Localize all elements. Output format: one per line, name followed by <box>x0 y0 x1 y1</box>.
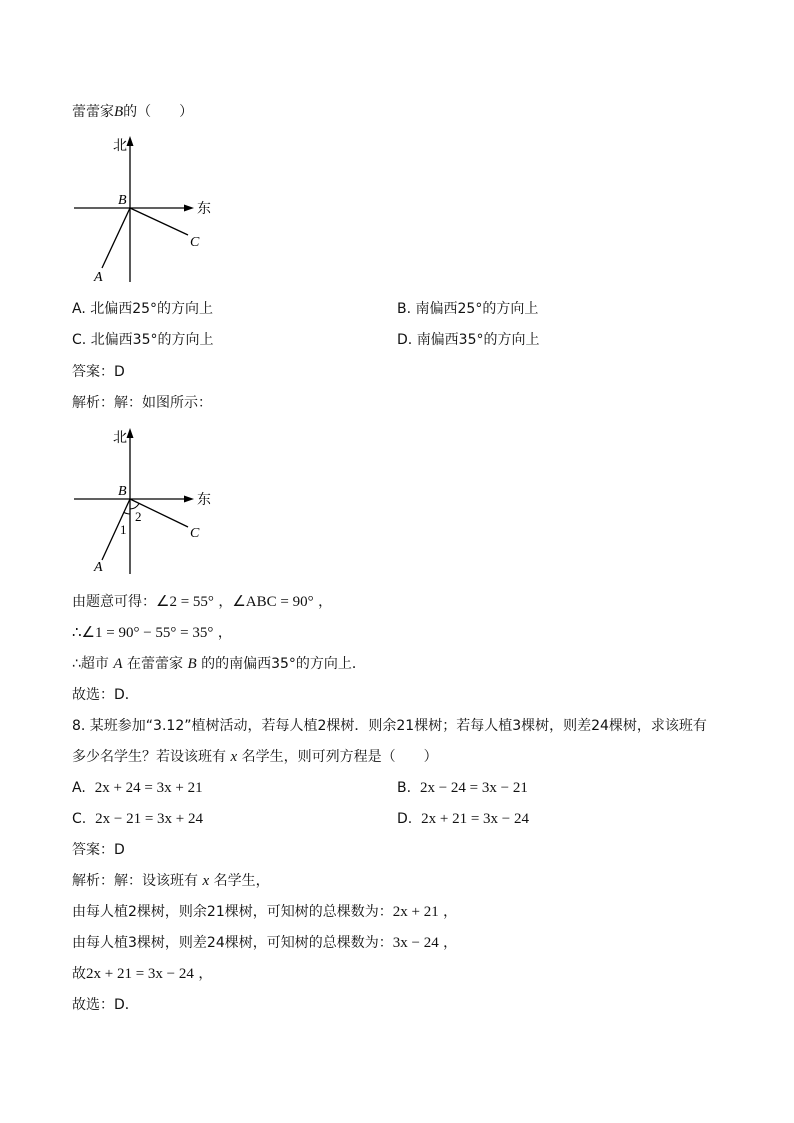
q7-option-b <box>397 299 538 319</box>
text: 由每人植3棵树，则差24棵树，可知树的总棵数为： <box>72 935 393 951</box>
text: ， <box>443 904 458 920</box>
q8-option-c <box>72 809 203 829</box>
q7-option-d <box>397 330 540 350</box>
text: ， <box>198 966 213 982</box>
q7-choose: 故选：D． <box>72 687 139 703</box>
option-letter: A. <box>72 780 86 796</box>
text: 在蕾蕾家 <box>127 656 183 672</box>
point-a-label: A <box>94 270 103 285</box>
option-letter: D. <box>397 332 413 348</box>
text: 由每人植2棵树，则余21棵树，可知树的总棵数为： <box>72 904 393 920</box>
q8-option-d <box>397 809 529 829</box>
q7-solution-figure <box>66 424 226 579</box>
q7-stem-tail <box>72 102 193 122</box>
q8-stem-line-2 <box>72 747 438 767</box>
q8-option-a <box>72 778 203 798</box>
north-arrowhead <box>127 136 134 146</box>
east-arrowhead <box>184 496 194 503</box>
math-var: B <box>187 656 197 672</box>
angle-1-label: 1 <box>120 522 127 537</box>
option-letter: A. <box>72 301 86 317</box>
q7-stem-var: B <box>114 104 124 120</box>
option-letter: C. <box>72 811 87 827</box>
q8-solution-line-1 <box>72 902 457 922</box>
option-letter: D. <box>397 811 413 827</box>
point-b-label: B <box>118 193 127 208</box>
q7-solution-line-1 <box>72 592 332 612</box>
text: 名学生， <box>213 873 270 889</box>
text: 解析：解：设该班有 <box>72 873 198 889</box>
point-b-label: B <box>118 484 127 499</box>
ray-ba <box>102 208 130 268</box>
q7-solution-line-3 <box>72 654 366 674</box>
math-var: x <box>202 873 210 889</box>
math-expression: ∠2 = 55° <box>156 594 214 610</box>
math-var: A <box>113 656 123 672</box>
q7-solution-line-2 <box>72 623 232 643</box>
math-expression: ∴∠1 = 90° − 55° = 35° <box>72 625 214 641</box>
text: ， <box>443 935 458 951</box>
q8-choose: 故选：D． <box>72 997 139 1013</box>
text: ∴超市 <box>72 656 109 672</box>
q7-answer: 答案：D <box>72 364 125 380</box>
text: 由题意可得： <box>72 594 156 610</box>
option-letter: B. <box>397 301 412 317</box>
q7-stem-pre: 蕾蕾家 <box>72 104 114 120</box>
q8-solution-line-3 <box>72 964 212 984</box>
point-c-label: C <box>190 526 200 541</box>
option-letter: C. <box>72 332 87 348</box>
text: 多少名学生？若设该班有 <box>72 749 226 765</box>
point-c-label: C <box>190 235 200 250</box>
q7-option-c <box>72 330 214 350</box>
option-letter: B. <box>397 780 412 796</box>
q7-stem-post: 的（ ） <box>123 104 194 120</box>
text: ， <box>217 625 232 641</box>
east-arrowhead <box>184 205 194 212</box>
q7-option-a <box>72 299 213 319</box>
ray-bc <box>130 208 188 235</box>
q8-option-b <box>397 778 528 798</box>
north-label: 北 <box>113 138 127 154</box>
q8-answer: 答案：D <box>72 842 125 858</box>
text: ， <box>318 594 333 610</box>
math-var: x <box>230 749 238 765</box>
north-arrowhead <box>127 428 134 438</box>
option-text: 北偏西25°的方向上 <box>90 301 214 317</box>
east-label: 东 <box>197 492 211 508</box>
text: ， <box>218 594 233 610</box>
option-text: 南偏西35°的方向上 <box>416 332 540 348</box>
point-a-label: A <box>94 560 103 575</box>
option-text: 2x + 24 = 3x + 21 <box>94 780 203 796</box>
text: 名学生，则可列方程是（ ） <box>241 749 438 765</box>
angle-2-label: 2 <box>135 509 142 524</box>
east-label: 东 <box>197 201 211 217</box>
text: 的的南偏西35°的方向上． <box>201 656 366 672</box>
angle-1-arc <box>124 513 130 515</box>
math-expression: 2x + 21 <box>392 904 439 920</box>
q8-analysis <box>72 871 270 891</box>
option-text: 2x − 24 = 3x − 21 <box>419 780 528 796</box>
q7-figure <box>66 132 226 287</box>
text: 故 <box>72 966 86 982</box>
q7-analysis: 解析：解：如图所示： <box>72 395 212 411</box>
option-text: 北偏西35°的方向上 <box>90 332 214 348</box>
q8-stem-line-1: 8. 某班参加“3.12”植树活动，若每人植2棵树．则余21棵树；若每人植3棵树，则差24棵树，求该班有 <box>72 718 707 734</box>
option-text: 2x + 21 = 3x − 24 <box>421 811 530 827</box>
math-expression: 2x + 21 = 3x − 24 <box>86 966 194 982</box>
option-text: 南偏西25°的方向上 <box>415 301 539 317</box>
q8-solution-line-2 <box>72 933 457 953</box>
math-expression: ∠ABC = 90° <box>232 594 314 610</box>
math-expression: 3x − 24 <box>392 935 439 951</box>
north-label: 北 <box>113 430 127 446</box>
option-text: 2x − 21 = 3x + 24 <box>95 811 204 827</box>
